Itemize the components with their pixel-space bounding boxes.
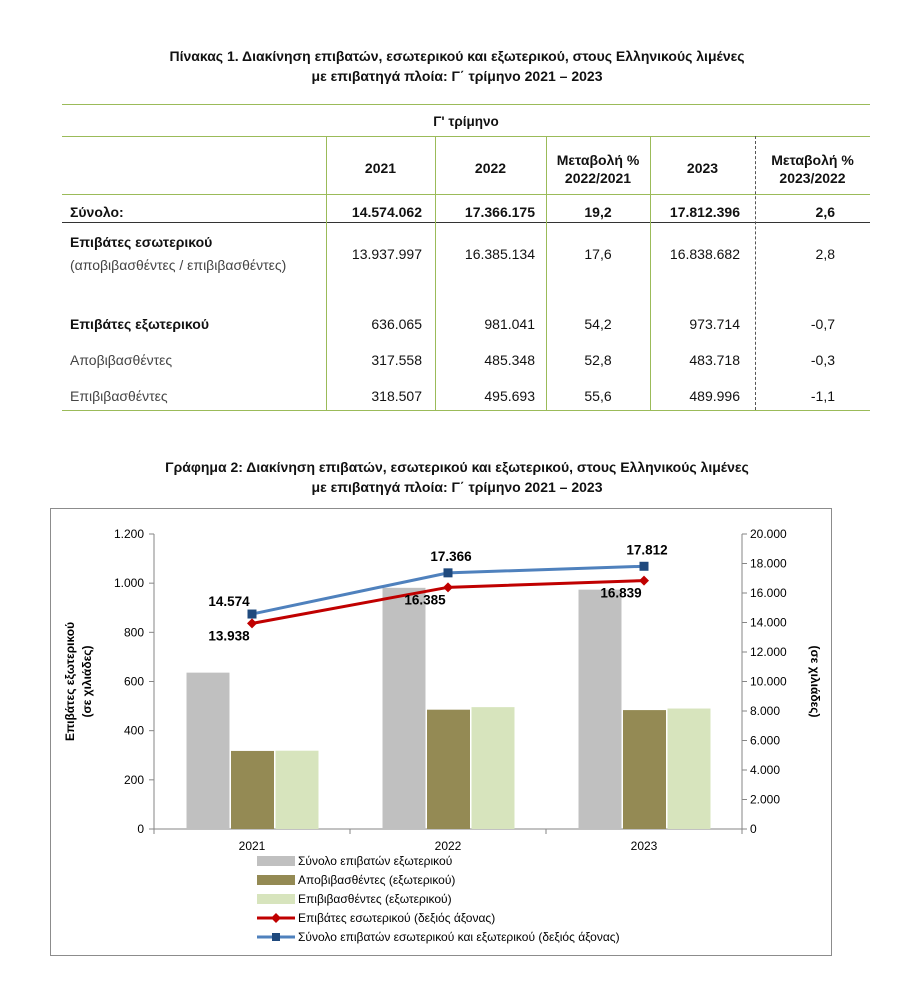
left-axis-title: Επιβάτες εξωτερικού [63,621,77,742]
cell-value: 636.065 [371,316,422,332]
col-header-line: Μεταβολή % [556,152,640,168]
legend-swatch [257,856,295,866]
row-label-disembarked: Αποβιβασθέντες [70,352,173,368]
data-label-domestic: 16.839 [600,585,642,601]
data-label-domestic: 13.938 [208,628,250,644]
row-label-embarked: Επιβιβασθέντες [70,388,168,404]
left-axis-tick-label: 1.200 [113,527,144,541]
legend-label: Επιβιβασθέντες (εξωτερικού) [298,892,452,906]
bar-disembarked [231,751,274,829]
row-sublabel-domestic: (αποβιβασθέντες / επιβιβασθέντες) [70,257,287,273]
right-axis-tick-label: 12.000 [750,645,787,659]
legend-label: Σύνολο επιβατών εξωτερικού [298,854,453,868]
bar-embarked [276,751,319,829]
cell-value: 981.041 [484,316,535,332]
x-axis-tick-label: 2021 [238,839,266,853]
right-axis-tick-label: 14.000 [750,615,787,630]
cell-value: 483.718 [689,352,740,368]
x-axis-tick-label: 2022 [434,839,462,853]
left-axis-tick-label: 800 [123,625,144,640]
left-axis-tick-label: 600 [123,674,144,689]
cell-value: 54,2 [584,316,612,332]
passenger-table [62,104,870,414]
marker-domestic [639,576,649,586]
cell-value: 55,6 [584,388,612,404]
table-title-line1: Πίνακας 1. Διακίνηση επιβατών, εσωτερικού και εξωτερικού, στους Ελληνικούς λιμένες [169,48,745,64]
table-col-sep [650,136,651,410]
cell-value: -1,1 [810,388,835,404]
row-label-domestic: Επιβάτες εσωτερικού [70,234,213,250]
right-axis-tick-label: 10.000 [750,674,787,689]
data-label-total: 17.812 [626,542,668,558]
cell-value: 317.558 [371,352,422,368]
cell-value: 19,2 [584,204,612,220]
cell-value: 52,8 [584,352,612,368]
table-col-sep [326,136,327,410]
table-top-rule [62,104,870,105]
col-header-line: 2022/2021 [564,170,632,186]
left-axis-tick-label: 0 [137,822,144,836]
right-axis-tick-label: 4.000 [750,763,781,777]
legend-swatch [257,894,295,904]
col-header-2021: 2021 [364,160,397,176]
data-label-total: 14.574 [208,594,250,610]
data-label-total: 17.366 [430,548,472,564]
chart-title [0,457,914,497]
col-header-line: Μεταβολή % [771,152,854,168]
marker-total [444,569,452,577]
cell-value: 14.574.062 [351,204,422,220]
bar-total-international [383,588,426,829]
right-axis-tick-label: 0 [750,822,757,836]
row-label-total: Σύνολο: [70,204,124,220]
data-label-domestic: 16.385 [404,592,446,608]
table-rule [62,194,870,195]
marker-total [248,610,256,618]
legend-marker [271,913,281,923]
cell-value: 16.838.682 [669,246,740,262]
cell-value: 17.366.175 [464,204,535,220]
left-axis-tick-label: 400 [123,723,144,738]
cell-value: 17.812.396 [669,204,740,220]
chart-title-line1: Γράφημα 2: Διακίνηση επιβατών, εσωτερικού και εξωτερικού, στους Ελληνικούς λιμένες [165,459,749,475]
right-axis-tick-label: 6.000 [750,733,781,748]
marker-total [640,562,648,570]
bar-total-international [187,673,230,829]
bar-disembarked [427,710,470,829]
table-col-sep [435,136,436,410]
bar-embarked [472,707,515,829]
chart-title-line2: με επιβατηγά πλοία: Γ΄ τρίμηνο 2021 – 2023 [311,479,603,495]
row-label-international: Επιβάτες εξωτερικού [70,316,209,332]
cell-value: -0,7 [810,316,835,332]
cell-value: 13.937.997 [351,246,422,262]
cell-value: -0,3 [810,352,835,368]
right-axis-tick-label: 16.000 [750,586,787,600]
legend-label: Επιβάτες εσωτερικού (δεξιός άξονας) [298,911,496,925]
cell-value: 485.348 [484,352,535,368]
legend-label: Σύνολο επιβατών εσωτερικού και εξωτερικού (δεξιός άξονας) [298,930,620,944]
period-header: Γ' τρίμηνο [433,114,499,129]
cell-value: 2,6 [815,204,835,220]
cell-value: 17,6 [584,246,612,262]
cell-value: 318.507 [371,388,422,404]
table-rule [62,136,870,137]
marker-domestic [247,618,257,628]
cell-value: 16.385.134 [464,246,535,262]
bar-total-international [579,590,622,829]
marker-domestic [443,582,453,592]
right-axis-tick-label: 8.000 [750,704,781,718]
col-header-change-2023-2022 [755,151,870,187]
cell-value: 489.996 [689,388,740,404]
legend-marker [272,933,280,941]
table-title-line2: με επιβατηγά πλοία: Γ΄ τρίμηνο 2021 – 2023 [311,68,603,84]
bar-embarked [668,709,711,829]
right-axis-title: (σε χιλιάδες) [808,645,822,718]
table-bottom-rule [62,410,870,411]
legend-label: Αποβιβασθέντες (εξωτερικού) [298,873,456,887]
col-header-2022: 2022 [474,160,507,176]
right-axis-tick-label: 20.000 [750,527,787,541]
cell-value: 973.714 [689,316,740,332]
col-header-2023: 2023 [686,160,719,176]
x-axis-tick-label: 2023 [630,839,658,853]
col-header-line: 2023/2022 [779,170,846,186]
table-rule [62,222,870,223]
left-axis-unit: (σε χιλιάδες) [80,645,94,718]
left-axis-tick-label: 200 [123,772,144,787]
combo-chart [51,509,831,955]
chart-frame [50,508,832,956]
table-title [0,46,914,86]
right-axis-tick-label: 2.000 [750,792,781,807]
col-header-change-2022-2021 [546,151,650,187]
cell-value: 495.693 [484,388,535,404]
right-axis-tick-label: 18.000 [750,556,787,571]
legend-swatch [257,875,295,885]
left-axis-tick-label: 1.000 [113,576,144,591]
cell-value: 2,8 [815,246,835,262]
bar-disembarked [623,710,666,829]
